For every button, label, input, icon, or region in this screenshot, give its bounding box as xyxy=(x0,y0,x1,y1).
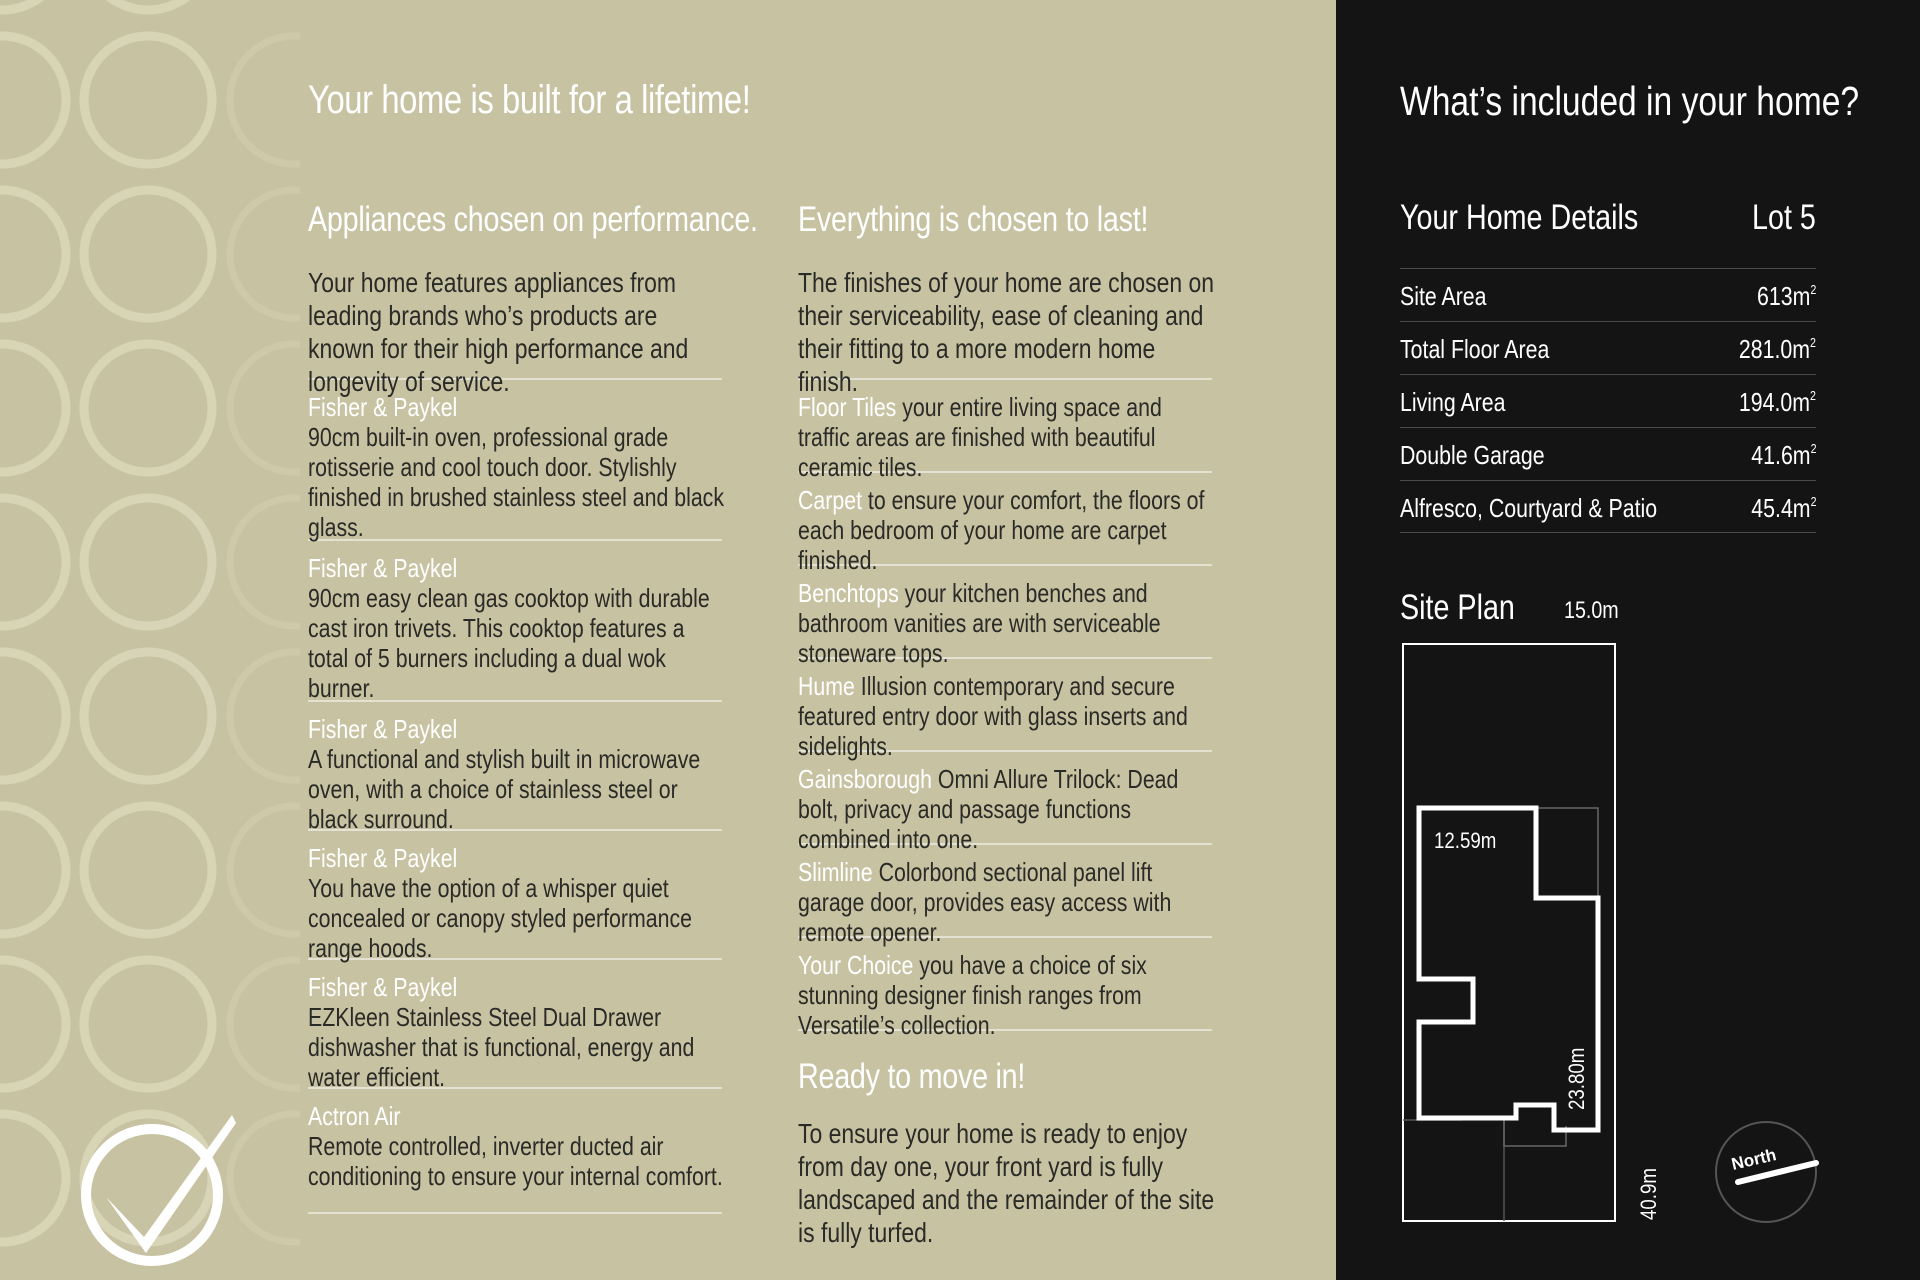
finishes-column xyxy=(798,200,1215,1248)
site-plan-diagram xyxy=(1336,0,1920,1280)
page-title: Your home is built for a lifetime! xyxy=(308,78,751,122)
details-value: $45.4m^2$ xyxy=(1750,493,1816,523)
appliance-description: A functional and stylish built in microwave oven, with a choice of stainless steel or black surround. xyxy=(308,744,701,834)
finish-highlight: Benchtops xyxy=(798,578,899,608)
finish-description: your kitchen benches and bathroom vanities are with serviceable stoneware tops. xyxy=(798,578,1161,668)
finish-highlight: Gainsborough xyxy=(798,764,932,794)
appliance-item xyxy=(308,960,722,1092)
finishes-intro: The finishes of your home are chosen on their serviceability, ease of cleaning and their fitting to a more modern home finish. xyxy=(798,267,1215,397)
site-plan-title: Site Plan xyxy=(1400,588,1515,627)
appliances-column xyxy=(308,200,758,1214)
lot-number: Lot 5 xyxy=(1752,198,1816,237)
finish-highlight: Slimline xyxy=(798,857,873,887)
appliance-brand: Fisher & Paykel xyxy=(308,843,458,873)
finish-item xyxy=(798,845,1212,947)
finish-description: your entire living space and traffic areas are finished with beautiful ceramic tiles. xyxy=(798,392,1162,482)
finish-description: Illusion contemporary and secure featured entry door with glass inserts and sidelights. xyxy=(798,671,1188,761)
appliances-heading: Appliances chosen on performance. xyxy=(308,200,758,239)
details-label: Site Area xyxy=(1400,281,1487,311)
appliance-item xyxy=(308,831,722,963)
right-panel xyxy=(1336,0,1920,1280)
details-label: Total Floor Area xyxy=(1400,334,1550,364)
home-details-label: Your Home Details xyxy=(1400,198,1639,237)
finish-item xyxy=(798,659,1212,761)
finish-highlight: Your Choice xyxy=(798,950,914,980)
north-label: North xyxy=(1729,1145,1779,1174)
details-label: Double Garage xyxy=(1400,440,1545,470)
site-width-label: 15.0m xyxy=(1564,597,1619,624)
included-title: What’s included in your home? xyxy=(1400,78,1860,124)
appliances-intro: Your home features appliances from leading brands who’s products are known for their high performance and longevity of service. xyxy=(308,267,689,397)
finish-description: Colorbond sectional panel lift garage door, provides easy access with remote opener. xyxy=(798,857,1172,947)
appliance-brand: Fisher & Paykel xyxy=(308,714,458,744)
appliance-item xyxy=(308,541,722,703)
site-depth-label: 40.9m xyxy=(1637,1168,1662,1220)
finish-item xyxy=(798,380,1212,482)
appliance-brand: Fisher & Paykel xyxy=(308,972,458,1002)
appliance-item xyxy=(308,380,724,542)
details-value: $194.0m^2$ xyxy=(1738,387,1816,417)
checkmark-icon xyxy=(72,1105,242,1270)
finishes-heading: Everything is chosen to last! xyxy=(798,200,1149,239)
finish-description: Omni Allure Trilock: Dead bolt, privacy and passage functions combined into one. xyxy=(798,764,1179,854)
finish-item xyxy=(798,566,1212,668)
divider xyxy=(308,1212,722,1214)
details-value: $281.0m^2$ xyxy=(1738,334,1816,364)
appliance-brand: Fisher & Paykel xyxy=(308,553,458,583)
house-depth-label: 23.80m xyxy=(1565,1047,1590,1110)
appliance-description: EZKleen Stainless Steel Dual Drawer dishwasher that is functional, energy and water efficient. xyxy=(308,1002,695,1092)
finish-description: you have a choice of six stunning designer finish ranges from Versatile’s collection. xyxy=(798,950,1147,1040)
finish-item xyxy=(798,473,1212,575)
appliance-brand: Fisher & Paykel xyxy=(308,392,458,422)
finish-highlight: Floor Tiles xyxy=(798,392,897,422)
north-compass-icon xyxy=(1716,1122,1816,1222)
appliance-description: 90cm easy clean gas cooktop with durable cast iron trivets. This cooktop features a total of 5 burners including a dual wok burner. xyxy=(308,583,710,703)
finish-item xyxy=(798,938,1212,1040)
finish-description: to ensure your comfort, the floors of each bedroom of your home are carpet finished. xyxy=(798,485,1205,575)
circle-pattern-decoration xyxy=(0,0,300,1280)
ready-text: To ensure your home is ready to enjoy from day one, your front yard is fully landscaped and the remainder of the site is fully turfed. xyxy=(798,1118,1215,1248)
appliance-brand: Actron Air xyxy=(308,1101,401,1131)
details-label: Living Area xyxy=(1400,387,1506,417)
site-boundary xyxy=(1403,644,1615,1221)
appliance-description: Remote controlled, inverter ducted air conditioning to ensure your internal comfort. xyxy=(308,1131,723,1191)
details-value: $41.6m^2$ xyxy=(1750,440,1816,470)
appliance-item xyxy=(308,1089,722,1212)
ready-heading: Ready to move in! xyxy=(798,1057,1026,1096)
finish-highlight: Carpet xyxy=(798,485,862,515)
appliance-description: 90cm built-in oven, professional grade rotisserie and cool touch door. Stylishly finished in brushed stainless steel and black glass. xyxy=(308,422,724,542)
house-width-label: 12.59m xyxy=(1434,829,1497,854)
finish-highlight: Hume xyxy=(798,671,855,701)
finish-item xyxy=(798,752,1212,854)
appliance-description: You have the option of a whisper quiet concealed or canopy styled performance range hoods. xyxy=(308,873,692,963)
details-label: Alfresco, Courtyard & Patio xyxy=(1400,493,1658,523)
details-value: $613m^2$ xyxy=(1756,281,1816,311)
appliance-item xyxy=(308,702,722,834)
